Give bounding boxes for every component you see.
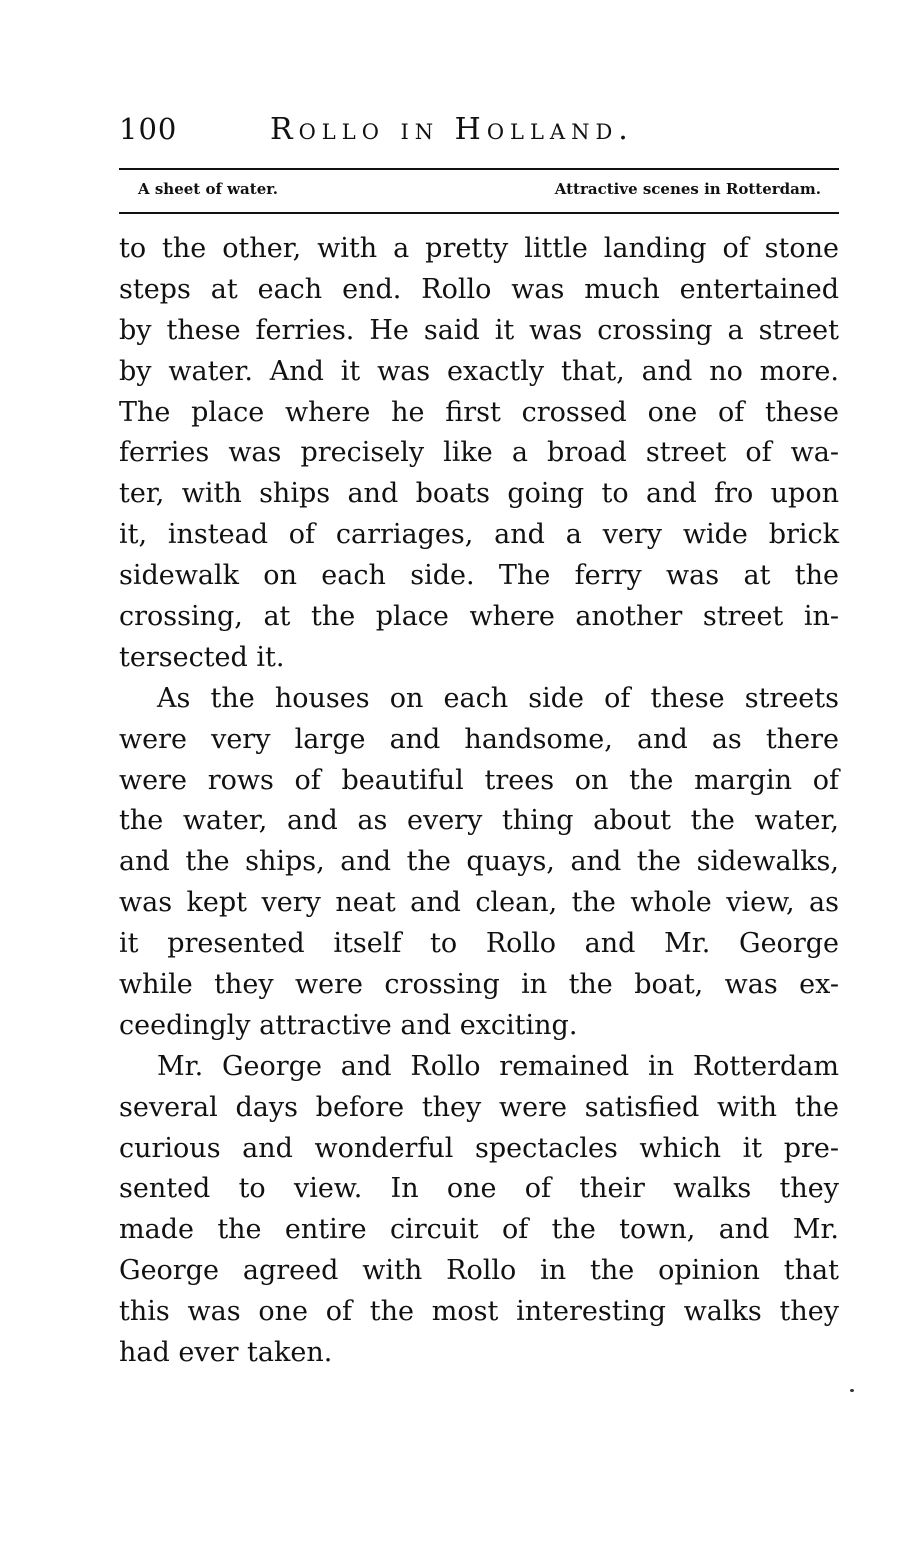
text-line: were very large and handsome, and as there [119,723,839,755]
header-rule-bottom [119,212,839,214]
text-line: it presented itself to Rollo and Mr. George [119,928,839,960]
text-line: made the entire circuit of the town, and Mr. [119,1214,839,1246]
side-note-right: Attractive scenes in Rotterdam. [554,180,821,198]
ink-speck [850,1389,854,1392]
text-line: George agreed with Rollo in the opinion that [119,1255,839,1287]
side-note-left: A sheet of water. [138,180,278,198]
text-line: steps at each end. Rollo was much entertained [119,273,839,305]
text-line: to the other, with a pretty little landing of stone [119,233,839,264]
text-line: ter, with ships and boats going to and fro upon [119,478,839,510]
paragraph-first-line: Mr. George and Rollo remained in Rotterdam [157,1050,839,1082]
text-line: ferries was precisely like a broad street of wa- [119,437,839,469]
text-line: by water. And it was exactly that, and no more. [119,355,839,387]
text-line: the water, and as every thing about the water, [119,805,839,837]
text-line: sidewalk on each side. The ferry was at the [119,560,839,592]
body-text [119,229,839,1374]
text-line: and the ships, and the quays, and the sidewalks, [119,846,839,878]
text-line: were rows of beautiful trees on the margin of [119,764,839,796]
text-line: it, instead of carriages, and a very wide brick [119,519,839,551]
text-line: sented to view. In one of their walks they [119,1173,839,1205]
text-line: had ever taken. [119,1337,333,1369]
text-line: was kept very neat and clean, the whole view, as [119,887,839,919]
text-line: curious and wonderful spectacles which it pre- [119,1132,839,1164]
text-line: tersected it. [119,641,285,673]
text-line: while they were crossing in the boat, was ex- [119,969,839,1001]
text-line: The place where he first crossed one of these [119,396,839,428]
text-line: crossing, at the place where another street in- [119,601,839,633]
text-line: by these ferries. He said it was crossing a street [119,314,839,346]
header-rule-top [119,168,839,170]
page-number: 100 [119,112,178,146]
paragraph-first-line: As the houses on each side of these streets [157,682,839,714]
running-title: Rollo in Holland. [270,112,634,147]
text-line: several days before they were satisfied with the [119,1091,839,1123]
page-header [119,112,839,156]
text-line: ceedingly attractive and exciting. [119,1009,578,1041]
text-line: this was one of the most interesting walks they [119,1296,839,1328]
